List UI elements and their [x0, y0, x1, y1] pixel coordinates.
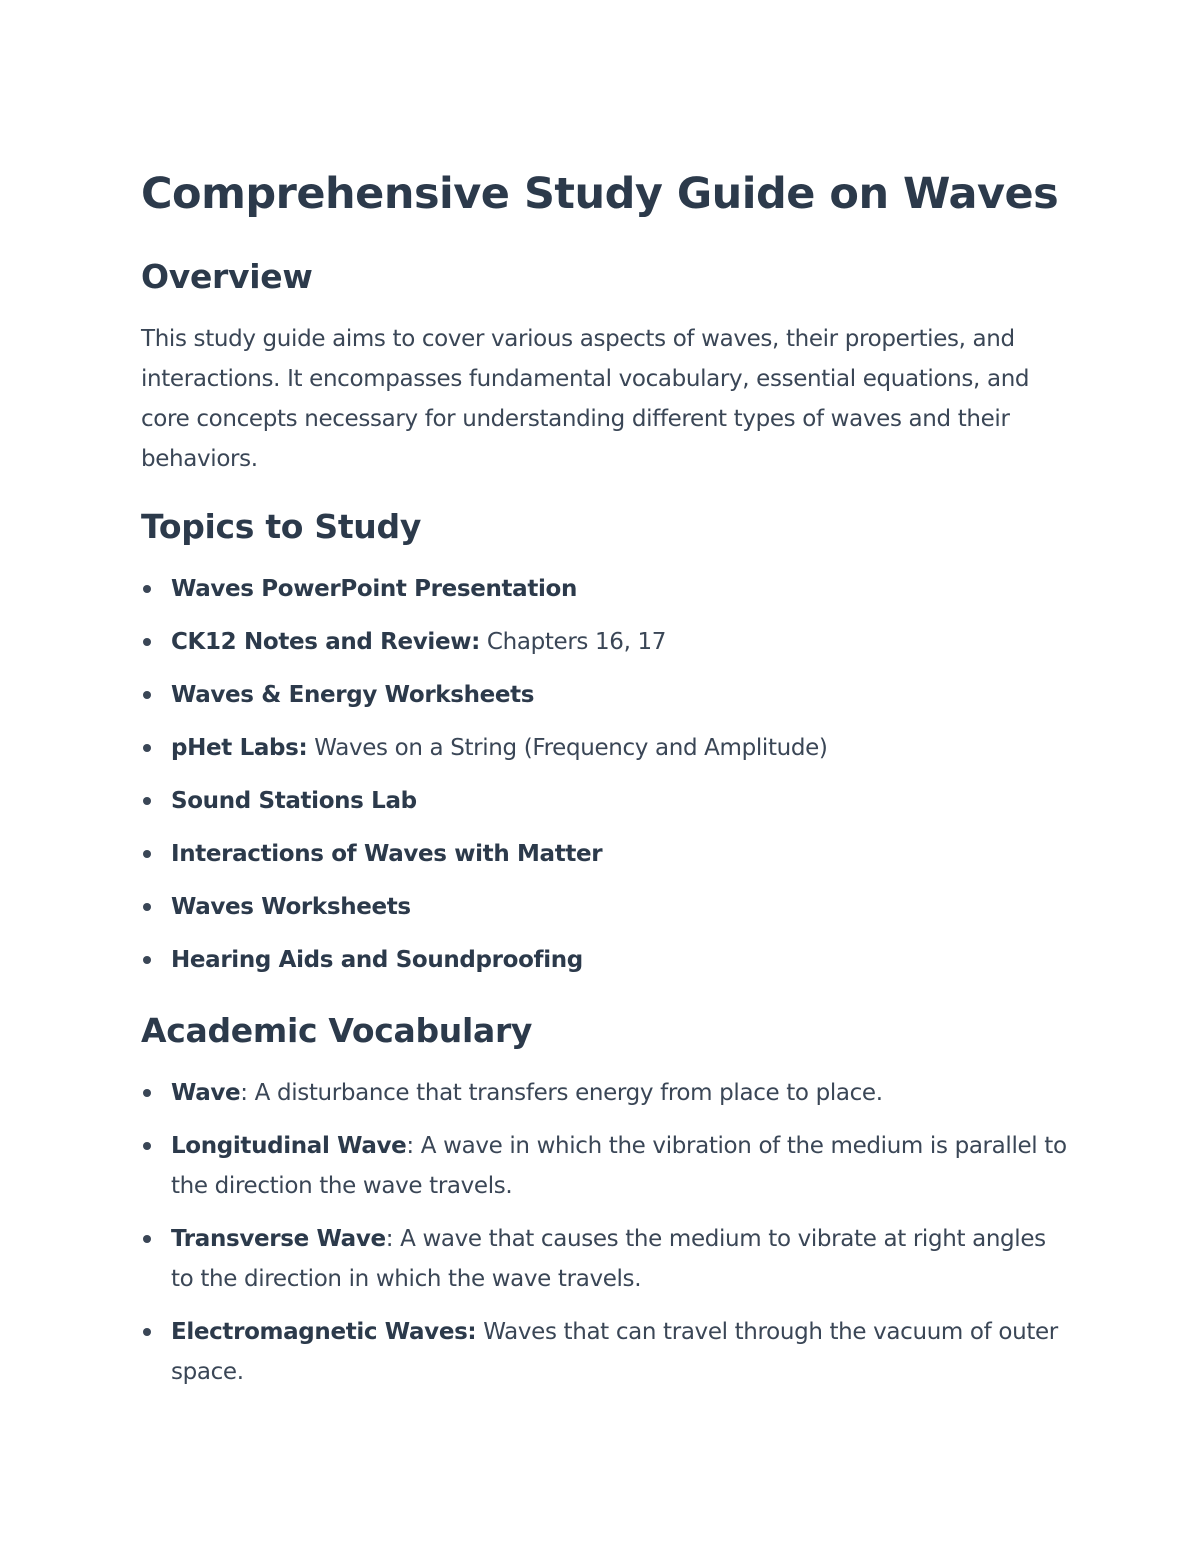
bullet-icon — [143, 1142, 151, 1150]
vocabulary-term: Transverse Wave — [171, 1226, 386, 1252]
list-item — [141, 834, 1071, 874]
bullet-icon — [143, 744, 151, 752]
overview-paragraph: This study guide aims to cover various aspects of waves, their properties, and interactions. It encompasses fundamental vocabulary, essential equations, and core concepts necessary for understanding different types of waves and their behaviors. — [141, 326, 1030, 472]
vocabulary-definition: : A wave in which the vibration of the medium is parallel to the direction the wave travels. — [171, 1133, 1067, 1199]
topic-term: Hearing Aids and Soundproofing — [171, 947, 583, 973]
topic-detail: Chapters 16, 17 — [479, 629, 667, 655]
vocabulary-heading: Academic Vocabulary — [141, 1011, 533, 1050]
list-item — [141, 1312, 1071, 1392]
list-item — [141, 622, 1071, 662]
bullet-icon — [143, 1328, 151, 1336]
vocabulary-list — [141, 1073, 1071, 1392]
overview-heading: Overview — [141, 257, 313, 296]
topic-term: Waves & Energy Worksheets — [171, 682, 535, 708]
topic-term: Waves Worksheets — [171, 894, 411, 920]
topic-detail: Waves on a String (Frequency and Amplitude) — [307, 735, 828, 761]
list-item — [141, 569, 1071, 609]
list-item — [141, 1073, 1071, 1113]
list-item — [141, 675, 1071, 715]
list-item — [141, 781, 1071, 821]
list-item — [141, 940, 1071, 980]
document-page — [141, 162, 1071, 1405]
list-item — [141, 1219, 1071, 1299]
bullet-icon — [143, 1235, 151, 1243]
bullet-icon — [143, 956, 151, 964]
bullet-icon — [143, 638, 151, 646]
vocabulary-definition: : A disturbance that transfers energy from place to place. — [240, 1080, 883, 1106]
vocabulary-term: Wave — [171, 1080, 241, 1106]
topics-heading: Topics to Study — [141, 507, 422, 546]
list-item — [141, 1126, 1071, 1206]
topic-term: Sound Stations Lab — [171, 788, 417, 814]
vocabulary-term: Electromagnetic Waves: — [171, 1319, 477, 1345]
list-item — [141, 887, 1071, 927]
topic-term: Waves PowerPoint Presentation — [171, 576, 578, 602]
list-item — [141, 728, 1071, 768]
topic-term: CK12 Notes and Review: — [171, 629, 480, 655]
bullet-icon — [143, 903, 151, 911]
bullet-icon — [143, 691, 151, 699]
document-title: Comprehensive Study Guide on Waves — [141, 169, 1059, 219]
bullet-icon — [143, 850, 151, 858]
topics-list — [141, 569, 1071, 980]
vocabulary-definition: Waves that can travel through the vacuum of outer space. — [171, 1319, 1058, 1385]
bullet-icon — [143, 797, 151, 805]
vocabulary-term: Longitudinal Wave — [171, 1133, 407, 1159]
vocabulary-definition: : A wave that causes the medium to vibrate at right angles to the direction in which the wave travels. — [171, 1226, 1046, 1292]
topic-term: Interactions of Waves with Matter — [171, 841, 603, 867]
bullet-icon — [143, 585, 151, 593]
bullet-icon — [143, 1089, 151, 1097]
topic-term: pHet Labs: — [171, 735, 308, 761]
